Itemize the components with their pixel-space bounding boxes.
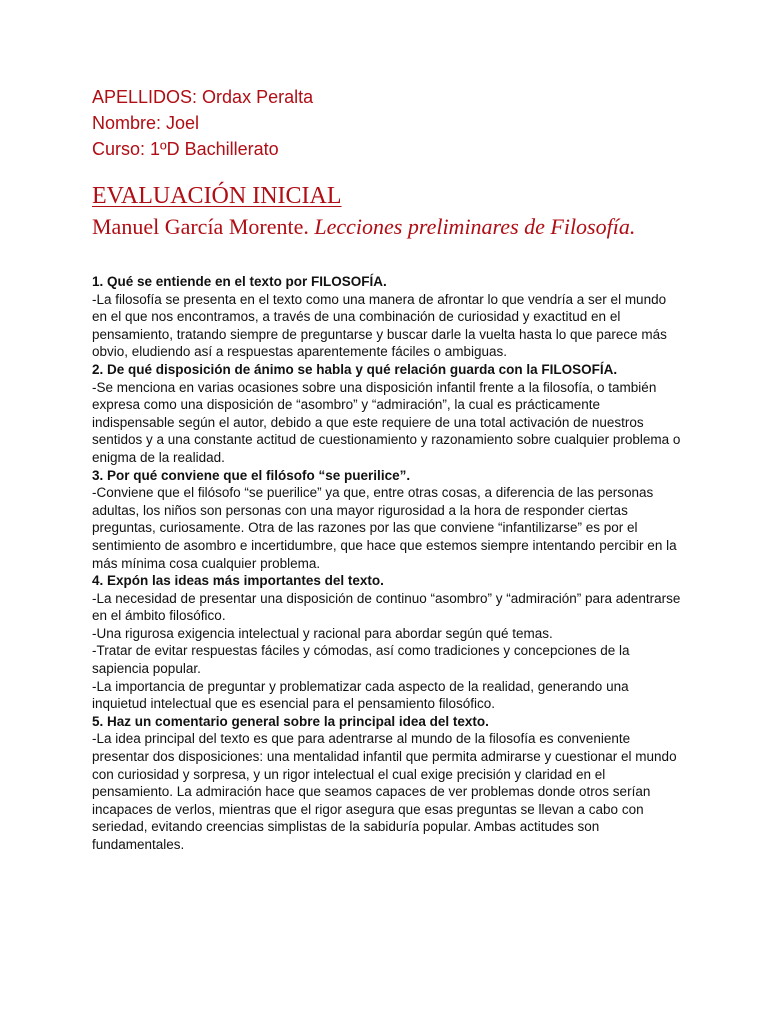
- question-3: 3. Por qué conviene que el filósofo “se puerilice”.: [92, 467, 411, 483]
- student-info: [92, 84, 682, 162]
- question-2: 2. De qué disposición de ánimo se habla y qué relación guarda con la FILOSOFÍA.: [92, 361, 618, 377]
- answer-5: -La idea principal del texto es que para adentrarse al mundo de la filosofía es conveniente presentar dos disposiciones: una mentalidad infantil que permita admirarse y cuestionar el mundo con curiosidad y sorpresa, y un rigor intelectual el cual exige precisión y claridad en el pensamiento. La admiración hace que seamos capaces de ver problemas donde otros serían incapaces de verlos, mientras que el rigor asegura que esas preguntas se llevan a cabo con seriedad, evitando creencias simplistas de la sabiduría popular. Ambas actitudes son fundamentales.: [92, 731, 677, 852]
- subtitle-author: Manuel García Morente.: [92, 214, 309, 239]
- answer-4-item-1: -La necesidad de presentar una disposición de continuo “asombro” y “admiración” para adentrarse en el ámbito filosófico.: [92, 590, 681, 624]
- question-4: 4. Expón las ideas más importantes del texto.: [92, 573, 384, 589]
- student-surnames: APELLIDOS: Ordax Peralta: [92, 87, 314, 107]
- question-5: 5. Haz un comentario general sobre la principal idea del texto.: [92, 713, 489, 729]
- question-1: 1. Qué se entiende en el texto por FILOSOFÍA.: [92, 274, 387, 289]
- student-name: Nombre: Joel: [92, 113, 200, 133]
- question-list: [92, 273, 682, 854]
- answer-2: -Se menciona en varias ocasiones sobre una disposición infantil frente a la filosofía, o también expresa como una disposición de “asombro” y “admiración”, la cual es prácticamente indispensable según el autor, debido a que este requiere de una total activación de nuestros sentidos y a una constante actitud de cuestionamiento y razonamiento sobre cualquier problema o enigma de la realidad.: [92, 379, 681, 465]
- document-page: [92, 84, 682, 854]
- answer-3: -Conviene que el filósofo “se puerilice” ya que, entre otras cosas, a diferencia de las personas adultas, los niños son personas con una mayor rigurosidad a la hora de responder ciertas preguntas, curiosamente. Otra de las razones por las que conviene “infantilizarse” es por el sentimiento de asombro e incertidumbre, que hace que estemos siempre intentando percibir en la más mínima cosa cualquier problema.: [92, 485, 677, 571]
- answer-4-item-4: -La importancia de preguntar y problematizar cada aspecto de la realidad, generando una inquietud intelectual que es esencial para el pensamiento filosófico.: [92, 678, 629, 712]
- answer-4-item-3: -Tratar de evitar respuestas fáciles y cómodas, así como tradiciones y concepciones de la sapiencia popular.: [92, 643, 630, 677]
- answer-4-item-2: -Una rigurosa exigencia intelectual y racional para abordar según qué temas.: [92, 625, 553, 641]
- document-subtitle: [92, 212, 682, 242]
- document-title: EVALUACIÓN INICIAL: [92, 183, 342, 209]
- answer-1: -La filosofía se presenta en el texto como una manera de afrontar lo que vendría a ser el mundo en el que nos encontramos, a través de una combinación de curiosidad y exactitud en el pensamiento, tratando siempre de preguntarse y buscar darle la vuelta hasta lo que parece más obvio, eludiendo así a respuestas aparentemente fáciles o ambiguas.: [92, 291, 667, 360]
- subtitle-book: Lecciones preliminares de Filosofía.: [314, 214, 636, 239]
- student-course: Curso: 1ºD Bachillerato: [92, 139, 279, 159]
